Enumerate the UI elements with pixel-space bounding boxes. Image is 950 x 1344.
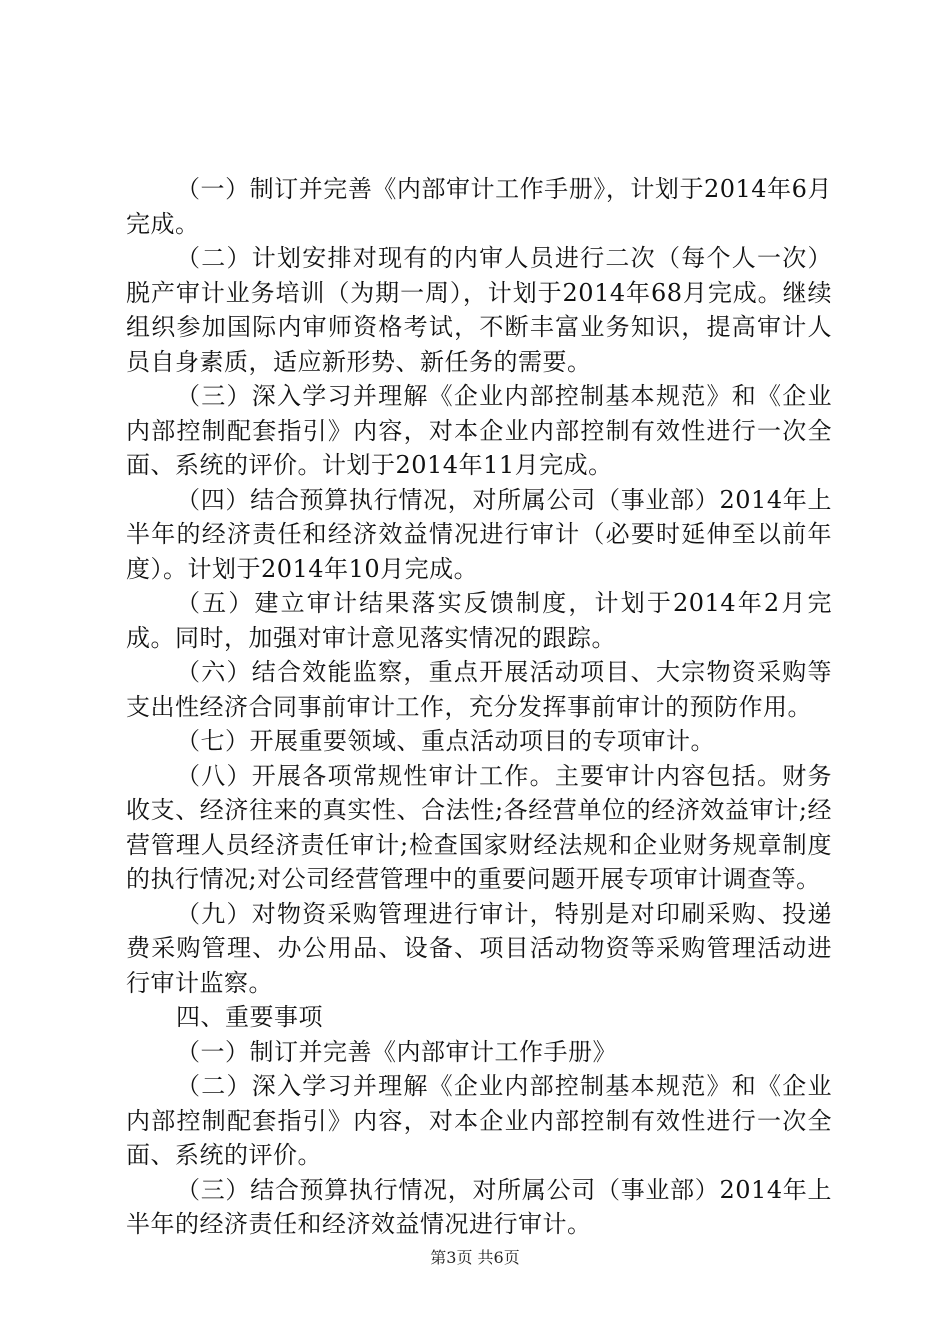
paragraph-plan-2: （二）计划安排对现有的内审人员进行二次（每个人一次）脱产审计业务培训（为期一周），计划于2014年68月完成。继续组织参加国际内审师资格考试，不断丰富业务知识，提高审计人员自身素质，适应新形势、新任务的需要。 bbox=[126, 244, 832, 376]
paragraph-plan-1: （一）制订并完善《内部审计工作手册》，计划于2014年6月完成。 bbox=[126, 175, 832, 238]
paragraph-plan-6: （六）结合效能监察，重点开展活动项目、大宗物资采购等支出性经济合同事前审计工作，充分发挥事前审计的预防作用。 bbox=[126, 658, 832, 721]
section-heading: 四、重要事项 bbox=[176, 1003, 323, 1031]
paragraph-plan-3: （三）深入学习并理解《企业内部控制基本规范》和《企业内部控制配套指引》内容，对本企业内部控制有效性进行一次全面、系统的评价。计划于2014年11月完成。 bbox=[126, 382, 832, 479]
paragraph-key-1: （一）制订并完善《内部审计工作手册》 bbox=[176, 1037, 617, 1066]
page-number: 第3页 共6页 bbox=[430, 1248, 520, 1267]
paragraph-plan-9: （九）对物资采购管理进行审计，特别是对印刷采购、投递费采购管理、办公用品、设备、项目活动物资等采购管理活动进行审计监察。 bbox=[126, 899, 832, 997]
document-body bbox=[126, 172, 832, 1242]
paragraph-plan-8: （八）开展各项常规性审计工作。主要审计内容包括。财务收支、经济往来的真实性、合法性;各经营单位的经济效益审计;经营管理人员经济责任审计;检查国家财经法规和企业财务规章制度的执行情况;对公司经营管理中的重要问题开展专项审计调查等。 bbox=[126, 761, 832, 893]
paragraph-plan-7: （七）开展重要领域、重点活动项目的专项审计。 bbox=[176, 727, 715, 755]
paragraph-plan-5: （五）建立审计结果落实反馈制度，计划于2014年2月完成。同时，加强对审计意见落实情况的跟踪。 bbox=[126, 589, 832, 652]
page-footer bbox=[0, 1245, 950, 1268]
paragraph-plan-4: （四）结合预算执行情况，对所属公司（事业部）2014年上半年的经济责任和经济效益情况进行审计（必要时延伸至以前年度）。计划于2014年10月完成。 bbox=[126, 485, 832, 583]
paragraph-key-3: （三）结合预算执行情况，对所属公司（事业部）2014年上半年的经济责任和经济效益情况进行审计。 bbox=[126, 1175, 832, 1238]
paragraph-key-2: （二）深入学习并理解《企业内部控制基本规范》和《企业内部控制配套指引》内容，对本企业内部控制有效性进行一次全面、系统的评价。 bbox=[126, 1072, 832, 1169]
